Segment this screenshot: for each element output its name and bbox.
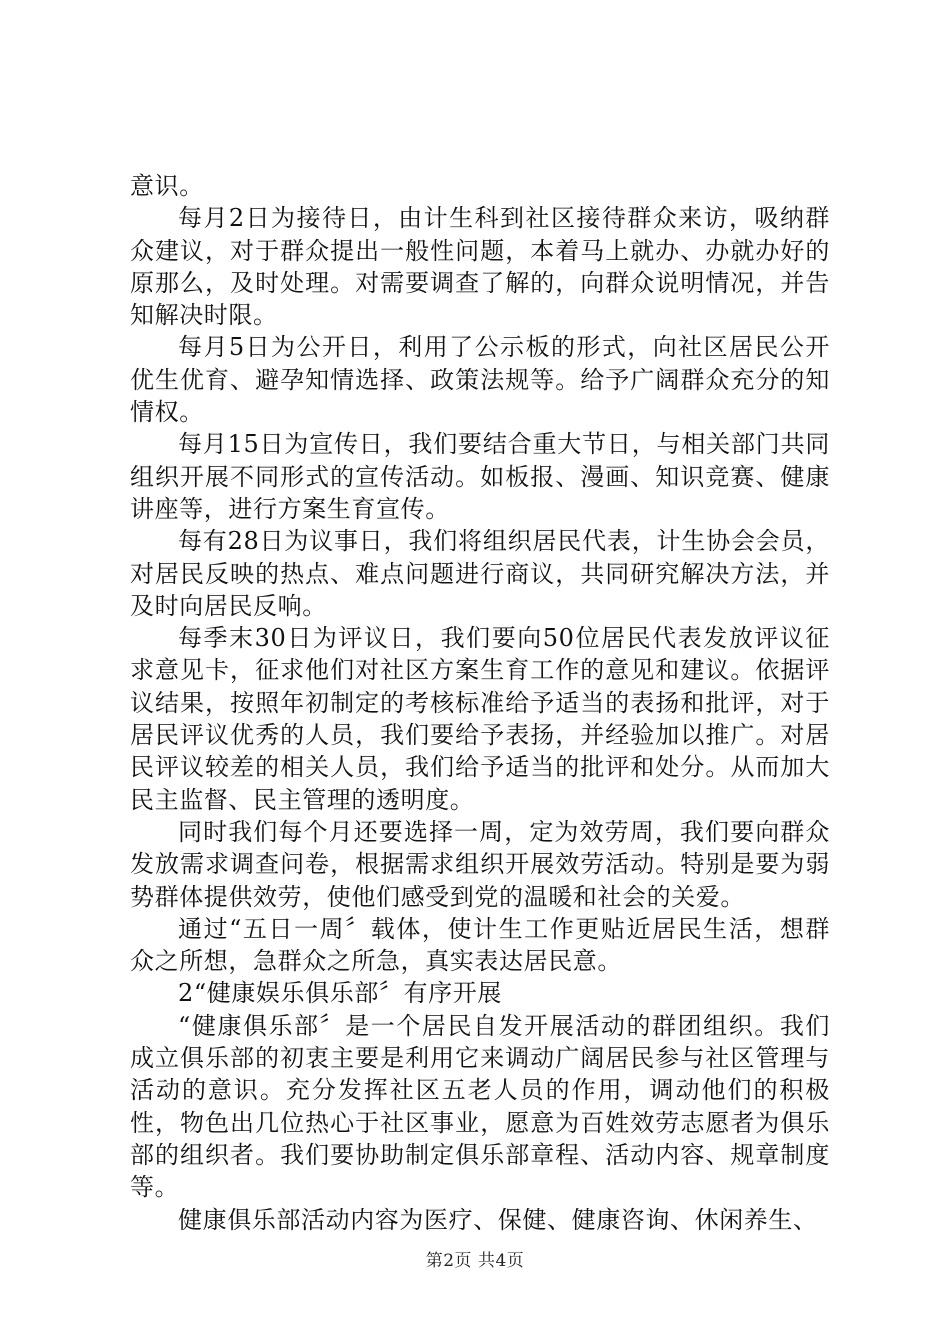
paragraph-club-activities: 健康俱乐部活动内容为医疗、保健、健康咨询、休闲养生、: [178, 1205, 818, 1234]
paragraph-reception-day: 每月2日为接待日，由计生科到社区接待群众来访，吸纳群众建议，对于群众提出一般性问题，本着马上就办、办就办好的原那么，及时处理。对需要调查了解的，向群众说明情况，并告知解决时限。: [130, 204, 830, 330]
page-number-footer: 第2页 共4页: [425, 1251, 525, 1271]
body-text: [130, 170, 830, 1236]
paragraph-evaluation-day: 每季末30日为评议日，我们要向50位居民代表发放评议征求意见卡，征求他们对社区方案生育工作的意见和建议。依据评议结果，按照年初制定的考核标准给予适当的表扬和批评，对于居民评议优秀的人员，我们要给予表扬，并经验加以推广。对居民评议较差的相关人员，我们给予适当的批评和处分。从而加大民主监督、民主管理的透明度。: [130, 624, 830, 814]
paragraph-continuation: 意识。: [130, 172, 204, 200]
paragraph-service-week: 同时我们每个月还要选择一周，定为效劳周，我们要向群众发放需求调查问卷，根据需求组织开展效劳活动。特别是要为弱势群体提供效劳，使他们感受到党的温暖和社会的关爱。: [130, 817, 830, 911]
paragraph-health-club: “健康俱乐部〞是一个居民自发开展活动的群团组织。我们成立俱乐部的初衷主要是利用它来调动广阔居民参与社区管理与活动的意识。充分发挥社区五老人员的作用，调动他们的积极性，物色出几位热心于社区事业，愿意为百姓效劳志愿者为俱乐部的组织者。我们要协助制定俱乐部章程、活动内容、规章制度等。: [130, 1011, 830, 1202]
paragraph-publicity-day: 每月15日为宣传日，我们要结合重大节日，与相关部门共同组织开展不同形式的宣传活动。如板报、漫画、知识竞赛、健康讲座等，进行方案生育宣传。: [130, 430, 830, 523]
paragraph-discussion-day: 每有28日为议事日，我们将组织居民代表，计生协会会员，对居民反映的热点、难点问题进行商议，共同研究解决方法，并及时向居民反响。: [130, 527, 830, 620]
section-heading: 2“健康娱乐俱乐部〞有序开展: [178, 979, 502, 1008]
paragraph-summary: 通过“五日一周〞载体，使计生工作更贴近居民生活，想群众之所想，急群众之所急，真实表达居民意。: [130, 914, 830, 976]
paragraph-open-day: 每月5日为公开日，利用了公示板的形式，向社区居民公开优生优育、避孕知情选择、政策法规等。给予广阔群众充分的知情权。: [130, 333, 830, 427]
